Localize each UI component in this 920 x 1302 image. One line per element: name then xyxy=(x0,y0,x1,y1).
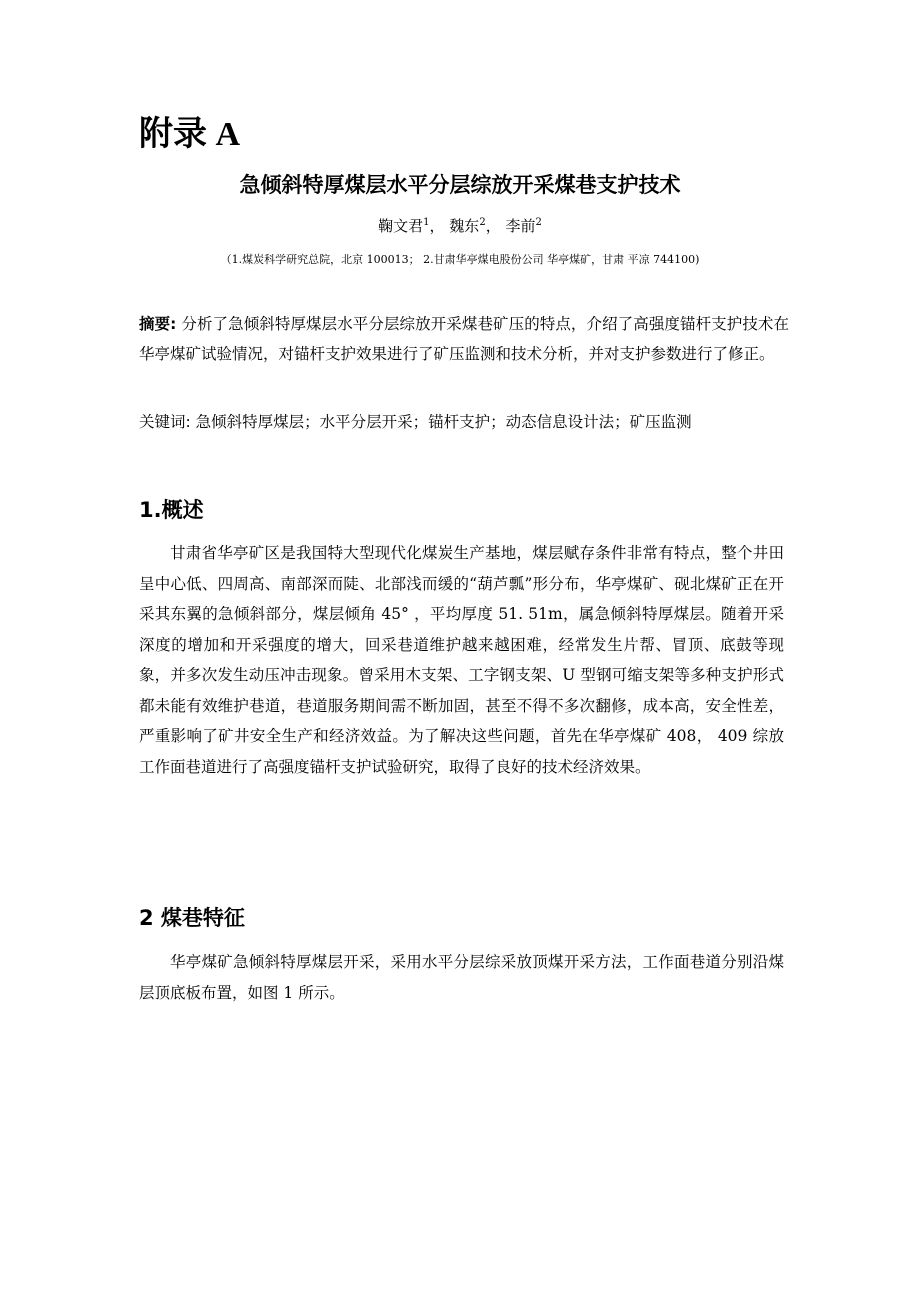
author-name: 李前 xyxy=(505,217,536,235)
abstract-text: 分析了急倾斜特厚煤层水平分层综放开采煤巷矿压的特点，介绍了高强度锚杆支护技术在华亭煤矿试验情况，对锚杆支护效果进行了矿压监测和技术分析，并对支护参数进行了修正。 xyxy=(139,315,790,363)
section-paragraph-overview: 甘肃省华亭矿区是我国特大型现代化煤炭生产基地，煤层赋存条件非常有特点，整个井田呈中心低、四周高、南部深而陡、北部浅而缓的“葫芦瓢”形分布，华亭煤矿、砚北煤矿正在开采其东翼的急倾斜部分，煤层倾角 45° ，平均厚度 51. 51m，属急倾斜特厚煤层。随着开采深度的增加和开采强度的增大，回采巷道维护越来越困难，经常发生片帮、冒顶、底鼓等现象，并多次发生动压冲击现象。曾采用木支架、工字钢支架、U 型钢可缩支架等多种支护形式都未能有效维护巷道，巷道服务期间需不断加固，甚至不得不多次翻修，成本高，安全性差，严重影响了矿井安全生产和经济效益。为了解决这些问题，首先在华亭煤矿 408， 409 综放工作面巷道进行了高强度锚杆支护试验研究，取得了良好的技术经济效果。 xyxy=(139,544,784,776)
author-name: 鞠文君 xyxy=(378,217,424,235)
abstract xyxy=(139,309,789,369)
section-heading-roadway-features: 2 煤巷特征 xyxy=(139,906,245,930)
author-affiliation-mark: 1 xyxy=(423,217,430,228)
author-name: 魏东 xyxy=(449,217,480,235)
affiliations: （1.煤炭科学研究总院，北京 100013； 2.甘肃华亭煤电股份公司 华亭煤矿，甘肃 平凉 744100) xyxy=(220,253,700,266)
abstract-label: 摘要: xyxy=(139,315,177,333)
keywords-text: 急倾斜特厚煤层；水平分层开采；锚杆支护；动态信息设计法；矿压监测 xyxy=(190,413,692,431)
author-line xyxy=(0,213,920,239)
author-affiliation-mark: 2 xyxy=(535,217,542,228)
appendix-heading: 附录 A xyxy=(139,116,241,153)
keywords-label: 关键词: xyxy=(139,413,191,431)
section-heading-overview: 1.概述 xyxy=(139,498,204,522)
author-separator: ， xyxy=(485,217,501,235)
author-separator: ， xyxy=(429,217,445,235)
author-affiliation-mark: 2 xyxy=(479,217,486,228)
keywords xyxy=(139,412,784,433)
section-paragraph-roadway-features: 华亭煤矿急倾斜特厚煤层开采，采用水平分层综采放顶煤开采方法，工作面巷道分别沿煤层顶底板布置，如图 1 所示。 xyxy=(139,953,784,1002)
paper-title: 急倾斜特厚煤层水平分层综放开采煤巷支护技术 xyxy=(239,173,681,197)
